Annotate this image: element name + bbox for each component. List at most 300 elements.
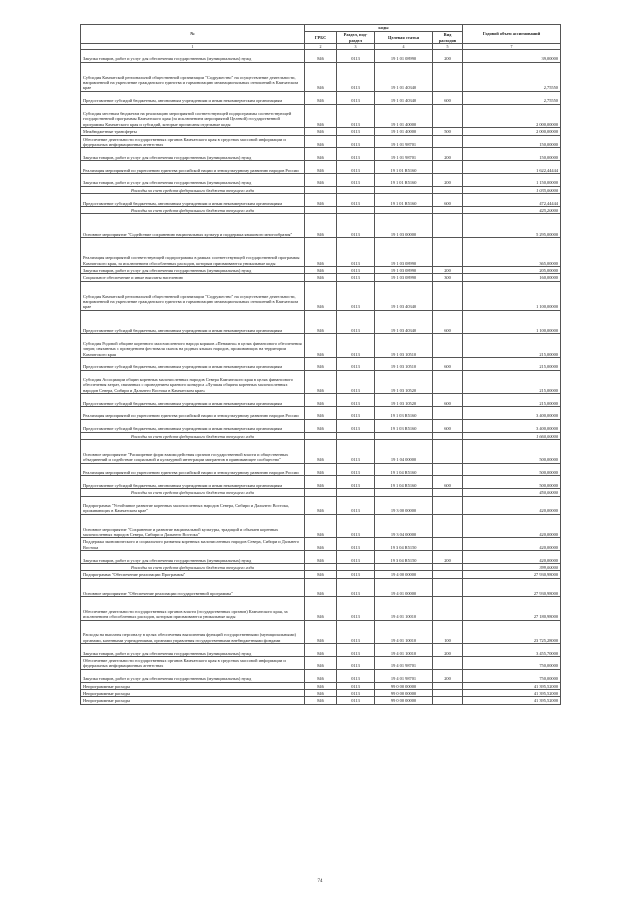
row-razdel-cell: 0113	[337, 689, 375, 696]
page-number: 74	[317, 879, 323, 884]
row-razdel-cell: 0113	[337, 476, 375, 489]
row-target-article-cell	[375, 564, 433, 571]
row-expense-type-cell: 200	[433, 148, 463, 161]
row-amount-cell: 2 000,00000	[463, 104, 561, 128]
row-amount-cell: 2,75550	[463, 62, 561, 91]
row-amount-cell: 450,00000	[463, 489, 561, 496]
row-amount-cell: 500,00000	[463, 463, 561, 476]
table-body	[81, 50, 561, 705]
column-number-cell: 7	[463, 44, 561, 50]
table-row	[81, 538, 561, 551]
table-row	[81, 514, 561, 538]
table-row	[81, 50, 561, 63]
row-razdel-cell	[337, 432, 375, 439]
row-grbs-cell: 846	[305, 620, 337, 644]
table-row	[81, 128, 561, 135]
row-amount-cell: 500,00000	[463, 476, 561, 489]
row-name-cell: Обеспечение деятельности государственных органов власти (государственных органов) Камчатского края, за исключением обособленных расходов, которым присваиваются уникальные коды	[81, 597, 305, 621]
row-target-article-cell: 19 1 01 40340	[375, 62, 433, 91]
row-amount-cell: 27 930,98000	[463, 578, 561, 596]
row-target-article-cell: 19 3 04 R5150	[375, 538, 433, 551]
row-razdel-cell: 0113	[337, 194, 375, 207]
row-amount-cell: 1 100,00000	[463, 281, 561, 310]
row-razdel-cell: 0113	[337, 697, 375, 704]
row-target-article-cell: 19 1 03 10520	[375, 370, 433, 394]
table-row	[81, 476, 561, 489]
row-name-cell: Основное мероприятие "Расширение форм взаимодействия органов государственной власти и общественных объединений и содействие социальной и культурной интеграции мигрантов в принимающее сообщество"	[81, 440, 305, 464]
row-razdel-cell: 0113	[337, 597, 375, 621]
row-razdel-cell: 0113	[337, 128, 375, 135]
row-expense-type-cell	[433, 538, 463, 551]
table-row	[81, 571, 561, 578]
row-name-cell: Поддержка экономического и социального развития коренных малочисленных народов Севера, Сибири и Дальнего Востока	[81, 538, 305, 551]
row-grbs-cell: 846	[305, 274, 337, 281]
row-expense-type-cell	[433, 186, 463, 193]
row-name-cell: Подпрограмма "Устойчивое развитие коренных малочисленных народов Севера, Сибири и Дальнего Востока, проживающих в Камчатском крае"	[81, 496, 305, 514]
row-name-cell: Предоставление субсидий бюджетным, автономным учреждениям и иным некоммерческим организациям	[81, 357, 305, 370]
row-name-cell: Реализация мероприятий соответствующей подпрограммы в рамках соответствующей государственной программы Камчатского края, за исключением обособленных расходов, которым присваиваются уникальные коды	[81, 237, 305, 266]
row-razdel-cell: 0113	[337, 50, 375, 63]
row-amount-cell: 399,00000	[463, 564, 561, 571]
row-grbs-cell	[305, 186, 337, 193]
row-amount-cell: 1 660,00000	[463, 432, 561, 439]
row-grbs-cell: 846	[305, 514, 337, 538]
row-expense-type-cell: 300	[433, 274, 463, 281]
row-razdel-cell: 0113	[337, 266, 375, 273]
row-name-cell: Предоставление субсидий бюджетным, автономным учреждениям и иным некоммерческим организациям	[81, 310, 305, 334]
row-grbs-cell: 846	[305, 266, 337, 273]
row-grbs-cell: 846	[305, 682, 337, 689]
table-row	[81, 697, 561, 704]
row-expense-type-cell: 600	[433, 91, 463, 104]
row-expense-type-cell: 200	[433, 644, 463, 657]
row-amount-cell: 420,00000	[463, 514, 561, 538]
row-razdel-cell: 0113	[337, 440, 375, 464]
row-expense-type-cell: 200	[433, 50, 463, 63]
row-razdel-cell	[337, 564, 375, 571]
row-grbs-cell: 846	[305, 689, 337, 696]
row-expense-type-cell: 200	[433, 266, 463, 273]
row-name-cell: Субсидия местным бюджетам на реализацию мероприятий соответствующей подпрограммы соответствующей государственной программы Камчатского края (за исключением мероприятий Целевой) государственной программы Камчатского края и субсидий, которые прописаны отдельные коды	[81, 104, 305, 128]
column-number-cell: 1	[81, 44, 305, 50]
table-row	[81, 334, 561, 358]
row-razdel-cell: 0113	[337, 370, 375, 394]
row-name-cell: Закупка товаров, работ и услуг для обеспечения государственных (муниципальных) нужд	[81, 173, 305, 186]
header-target-article: Целевая статья	[375, 32, 433, 44]
row-target-article-cell: 19 1 03 08990	[375, 274, 433, 281]
table-row	[81, 310, 561, 334]
table-row	[81, 161, 561, 174]
row-razdel-cell: 0113	[337, 551, 375, 564]
table-row	[81, 91, 561, 104]
row-name-cell: Непрограммные расходы	[81, 697, 305, 704]
row-name-cell: Непрограммные расходы	[81, 689, 305, 696]
row-grbs-cell: 846	[305, 597, 337, 621]
row-name-cell: Закупка товаров, работ и услуг для обеспечения государственных (муниципальных) нужд	[81, 50, 305, 63]
row-razdel-cell	[337, 489, 375, 496]
row-expense-type-cell	[433, 463, 463, 476]
row-target-article-cell: 19 1 01 40000	[375, 104, 433, 128]
row-expense-type-cell	[433, 135, 463, 148]
row-target-article-cell: 99 0 00 00000	[375, 689, 433, 696]
table-row	[81, 463, 561, 476]
row-razdel-cell: 0113	[337, 669, 375, 682]
row-grbs-cell: 846	[305, 91, 337, 104]
row-amount-cell: 215,00000	[463, 334, 561, 358]
table-row	[81, 194, 561, 207]
row-name-cell: Предоставление субсидий бюджетным, автономным учреждениям и иным некоммерческим организациям	[81, 476, 305, 489]
row-grbs-cell	[305, 206, 337, 213]
row-grbs-cell: 846	[305, 370, 337, 394]
row-target-article-cell: 19 3 00 00000	[375, 496, 433, 514]
row-amount-cell: 5 295,00000	[463, 214, 561, 238]
row-target-article-cell	[375, 206, 433, 213]
header-codes: коды	[305, 25, 463, 32]
row-target-article-cell: 19 1 03 08990	[375, 237, 433, 266]
row-expense-type-cell: 200	[433, 669, 463, 682]
row-name-cell: Закупка товаров, работ и услуг для обеспечения государственных (муниципальных) нужд	[81, 669, 305, 682]
table-row	[81, 407, 561, 420]
row-name-cell: Социальное обеспечение и иные выплаты населению	[81, 274, 305, 281]
row-grbs-cell: 846	[305, 538, 337, 551]
row-amount-cell: 3 400,00000	[463, 407, 561, 420]
row-grbs-cell	[305, 432, 337, 439]
table-row	[81, 281, 561, 310]
row-amount-cell: 420,00000	[463, 551, 561, 564]
column-number-cell: 2	[305, 44, 337, 50]
row-target-article-cell: 19 3 04 00000	[375, 514, 433, 538]
row-razdel-cell: 0113	[337, 161, 375, 174]
table-row	[81, 148, 561, 161]
table-row	[81, 682, 561, 689]
row-target-article-cell: 19 1 04 R5160	[375, 463, 433, 476]
row-target-article-cell: 19 1 01 40340	[375, 91, 433, 104]
row-target-article-cell: 19 1 01 R5160	[375, 161, 433, 174]
document-page	[80, 24, 560, 705]
header-expense-type: Вид расходов	[433, 32, 463, 44]
row-razdel-cell: 0113	[337, 496, 375, 514]
row-razdel-cell: 0113	[337, 394, 375, 407]
row-expense-type-cell	[433, 214, 463, 238]
row-target-article-cell: 19 1 01 40000	[375, 128, 433, 135]
row-target-article-cell: 19 1 03 10510	[375, 334, 433, 358]
row-name-cell: Расходы за счет средств федерального бюджета текущего года	[81, 432, 305, 439]
row-amount-cell: 150,00000	[463, 135, 561, 148]
row-grbs-cell: 846	[305, 214, 337, 238]
row-name-cell: Закупка товаров, работ и услуг для обеспечения государственных (муниципальных) нужд	[81, 644, 305, 657]
row-expense-type-cell: 600	[433, 394, 463, 407]
row-target-article-cell: 19 1 04 R5160	[375, 476, 433, 489]
row-grbs-cell: 846	[305, 394, 337, 407]
table-row	[81, 214, 561, 238]
row-amount-cell: 27 930,98000	[463, 571, 561, 578]
row-amount-cell: 365,00000	[463, 237, 561, 266]
table-row	[81, 419, 561, 432]
row-grbs-cell: 846	[305, 551, 337, 564]
row-name-cell: Обеспечение деятельности государственных органов Камчатского края в средствах массовой информации и федеральных информационных агентствах	[81, 135, 305, 148]
table-row	[81, 620, 561, 644]
row-target-article-cell: 19 1 04 00000	[375, 440, 433, 464]
row-target-article-cell: 19 4 01 10010	[375, 644, 433, 657]
row-target-article-cell: 19 4 00 00000	[375, 571, 433, 578]
row-name-cell: Основное мероприятие "Содействие сохранению национальных культур и поддержка языкового многообразия"	[81, 214, 305, 238]
row-expense-type-cell	[433, 206, 463, 213]
row-expense-type-cell: 600	[433, 357, 463, 370]
row-target-article-cell: 19 4 01 00000	[375, 578, 433, 596]
row-target-article-cell: 19 4 01 98701	[375, 669, 433, 682]
row-amount-cell: 215,00000	[463, 394, 561, 407]
row-amount-cell: 425,20000	[463, 206, 561, 213]
row-name-cell: Расходы на выплаты персоналу в целях обеспечения выполнения функций государственными (муниципальными) органами, казенными учреждениями, органами управления государственными внебюджетными фондами	[81, 620, 305, 644]
row-amount-cell: 150,00000	[463, 148, 561, 161]
row-amount-cell: 215,00000	[463, 370, 561, 394]
row-name-cell: Субсидия Камчатской региональной общественной организации "Содружество" на осуществление деятельности, направленной на укрепление гражданского единства и гармонизацию межнациональных отношений в Камчатском крае	[81, 281, 305, 310]
row-razdel-cell: 0113	[337, 407, 375, 420]
row-razdel-cell: 0113	[337, 274, 375, 281]
row-target-article-cell: 19 4 01 10010	[375, 620, 433, 644]
row-expense-type-cell: 200	[433, 551, 463, 564]
row-expense-type-cell	[433, 697, 463, 704]
row-razdel-cell: 0113	[337, 334, 375, 358]
row-amount-cell: 1 150,00000	[463, 173, 561, 186]
row-grbs-cell: 846	[305, 281, 337, 310]
row-razdel-cell: 0113	[337, 357, 375, 370]
row-grbs-cell: 846	[305, 697, 337, 704]
row-expense-type-cell: 600	[433, 194, 463, 207]
row-name-cell: Предоставление субсидий бюджетным, автономным учреждениям и иным некоммерческим организациям	[81, 194, 305, 207]
row-expense-type-cell	[433, 682, 463, 689]
row-grbs-cell: 846	[305, 50, 337, 63]
row-razdel-cell: 0113	[337, 214, 375, 238]
row-amount-cell: 3 455,70000	[463, 644, 561, 657]
row-expense-type-cell	[433, 432, 463, 439]
row-amount-cell: 205,00000	[463, 266, 561, 273]
row-expense-type-cell: 600	[433, 419, 463, 432]
row-name-cell: Закупка товаров, работ и услуг для обеспечения государственных (муниципальных) нужд	[81, 266, 305, 273]
row-expense-type-cell	[433, 370, 463, 394]
row-target-article-cell: 19 4 01 10010	[375, 597, 433, 621]
row-amount-cell: 472,44444	[463, 194, 561, 207]
row-name-cell: Закупка товаров, работ и услуг для обеспечения государственных (муниципальных) нужд	[81, 148, 305, 161]
row-grbs-cell	[305, 489, 337, 496]
row-amount-cell: 41 395,52000	[463, 682, 561, 689]
row-grbs-cell: 846	[305, 669, 337, 682]
row-target-article-cell: 19 1 01 08990	[375, 50, 433, 63]
row-grbs-cell: 846	[305, 128, 337, 135]
row-expense-type-cell: 500	[433, 128, 463, 135]
row-name-cell: Основное мероприятие "Обеспечение реализации государственной программы"	[81, 578, 305, 596]
row-target-article-cell: 19 1 01 98701	[375, 135, 433, 148]
row-razdel-cell: 0113	[337, 578, 375, 596]
row-name-cell: Подпрограмма "Обеспечение реализации Программы"	[81, 571, 305, 578]
row-amount-cell: 215,00000	[463, 357, 561, 370]
row-target-article-cell: 19 1 03 40340	[375, 310, 433, 334]
row-name-cell: Реализация мероприятий по укреплению единства российской нации и этнокультурному развитию народов России	[81, 463, 305, 476]
row-target-article-cell: 19 1 03 40340	[375, 281, 433, 310]
table-row	[81, 564, 561, 571]
row-razdel-cell: 0113	[337, 148, 375, 161]
row-name-cell: Субсидия Камчатской региональной общественной организации "Содружество" на осуществление деятельности, направленной на укрепление гражданского единства и гармонизацию межнациональных отношений в Камчатском крае	[81, 62, 305, 91]
row-grbs-cell: 846	[305, 644, 337, 657]
row-expense-type-cell: 600	[433, 476, 463, 489]
table-row	[81, 173, 561, 186]
row-grbs-cell: 846	[305, 571, 337, 578]
row-grbs-cell: 846	[305, 135, 337, 148]
row-razdel-cell: 0113	[337, 135, 375, 148]
table-row	[81, 370, 561, 394]
table-row	[81, 578, 561, 596]
table-row	[81, 597, 561, 621]
row-target-article-cell: 19 1 03 08990	[375, 266, 433, 273]
row-amount-cell: 420,00000	[463, 496, 561, 514]
row-grbs-cell: 846	[305, 496, 337, 514]
table-row	[81, 489, 561, 496]
row-name-cell: Непрограммные расходы	[81, 682, 305, 689]
row-amount-cell: 41 395,52000	[463, 697, 561, 704]
table-row	[81, 689, 561, 696]
row-name-cell: Расходы за счет средств федерального бюджета текущего года	[81, 186, 305, 193]
row-amount-cell: 500,00000	[463, 440, 561, 464]
row-grbs-cell: 846	[305, 407, 337, 420]
row-target-article-cell: 19 1 03 R5160	[375, 407, 433, 420]
column-number-cell: 5	[433, 44, 463, 50]
row-expense-type-cell: 200	[433, 173, 463, 186]
table-row	[81, 104, 561, 128]
row-expense-type-cell: 100	[433, 620, 463, 644]
row-grbs-cell: 846	[305, 148, 337, 161]
row-razdel-cell: 0113	[337, 104, 375, 128]
row-amount-cell: 420,00000	[463, 538, 561, 551]
table-row	[81, 274, 561, 281]
table-row	[81, 440, 561, 464]
row-name-cell: Предоставление субсидий бюджетным, автономным учреждениям и иным некоммерческим организациям	[81, 91, 305, 104]
row-razdel-cell: 0113	[337, 463, 375, 476]
table-row	[81, 237, 561, 266]
row-grbs-cell: 846	[305, 463, 337, 476]
row-expense-type-cell	[433, 281, 463, 310]
row-amount-cell: 1 100,00000	[463, 310, 561, 334]
row-razdel-cell: 0113	[337, 514, 375, 538]
row-expense-type-cell: 600	[433, 310, 463, 334]
row-amount-cell: 2,75550	[463, 91, 561, 104]
table-row	[81, 496, 561, 514]
row-amount-cell: 23 725,28000	[463, 620, 561, 644]
row-target-article-cell: 99 0 00 00000	[375, 682, 433, 689]
column-number-cell: 4	[375, 44, 433, 50]
table-row	[81, 432, 561, 439]
row-target-article-cell: 19 4 01 98701	[375, 656, 433, 669]
row-expense-type-cell	[433, 514, 463, 538]
row-grbs-cell: 846	[305, 419, 337, 432]
row-grbs-cell: 846	[305, 62, 337, 91]
table-row	[81, 62, 561, 91]
row-amount-cell: 39,00000	[463, 50, 561, 63]
row-grbs-cell: 846	[305, 237, 337, 266]
row-expense-type-cell	[433, 104, 463, 128]
row-grbs-cell: 846	[305, 194, 337, 207]
row-razdel-cell	[337, 206, 375, 213]
table-row	[81, 186, 561, 193]
row-name-cell: Расходы за счет средств федерального бюджета текущего года	[81, 564, 305, 571]
table-row	[81, 551, 561, 564]
row-target-article-cell: 19 1 01 98701	[375, 148, 433, 161]
row-razdel-cell: 0113	[337, 571, 375, 578]
row-grbs-cell: 846	[305, 104, 337, 128]
row-target-article-cell	[375, 489, 433, 496]
row-grbs-cell: 846	[305, 173, 337, 186]
row-amount-cell: 3 400,00000	[463, 419, 561, 432]
row-amount-cell: 2 000,00000	[463, 128, 561, 135]
row-grbs-cell: 846	[305, 161, 337, 174]
header-amount: Годовой объем ассигнований	[463, 25, 561, 44]
row-grbs-cell: 846	[305, 310, 337, 334]
row-expense-type-cell	[433, 496, 463, 514]
row-name-cell: Межбюджетные трансферты	[81, 128, 305, 135]
row-grbs-cell: 846	[305, 656, 337, 669]
row-expense-type-cell	[433, 656, 463, 669]
row-expense-type-cell	[433, 689, 463, 696]
row-target-article-cell: 99 0 00 00000	[375, 697, 433, 704]
row-grbs-cell: 846	[305, 334, 337, 358]
table-row	[81, 206, 561, 213]
header-grbs: ГРБС	[305, 32, 337, 44]
row-amount-cell: 1 622,44444	[463, 161, 561, 174]
row-target-article-cell: 19 1 01 R5160	[375, 194, 433, 207]
row-expense-type-cell	[433, 62, 463, 91]
table-row	[81, 394, 561, 407]
table-row	[81, 357, 561, 370]
table-row	[81, 669, 561, 682]
row-expense-type-cell	[433, 407, 463, 420]
row-name-cell: Расходы за счет средств федерального бюджета текущего года	[81, 489, 305, 496]
row-razdel-cell: 0113	[337, 682, 375, 689]
table-row	[81, 266, 561, 273]
row-razdel-cell	[337, 186, 375, 193]
table-row	[81, 135, 561, 148]
row-expense-type-cell	[433, 564, 463, 571]
header-number: №	[81, 25, 305, 44]
row-target-article-cell: 19 3 04 R5150	[375, 551, 433, 564]
row-name-cell: Основное мероприятие "Сохранение и развитие национальной культуры, традиций и обычаев коренных малочисленных народов Севера, Сибири и Дальнего Востока"	[81, 514, 305, 538]
row-name-cell: Субсидия Ассоциации общин коренных малочисленных народов Севера Камчатского края в целях финансового обеспечения затрат, связанных с проведением краевого конкурса «Лучшая община коренных малочисленных народов Севера, Сибири и Дальнего Востока в Камчатском крае»	[81, 370, 305, 394]
row-razdel-cell: 0113	[337, 644, 375, 657]
row-razdel-cell: 0113	[337, 237, 375, 266]
row-amount-cell: 1 035,00000	[463, 186, 561, 193]
row-razdel-cell: 0113	[337, 538, 375, 551]
row-target-article-cell	[375, 186, 433, 193]
row-amount-cell: 27 180,98000	[463, 597, 561, 621]
row-target-article-cell	[375, 432, 433, 439]
row-target-article-cell: 19 1 03 10510	[375, 357, 433, 370]
row-target-article-cell: 19 1 03 00000	[375, 214, 433, 238]
row-razdel-cell: 0113	[337, 91, 375, 104]
row-grbs-cell: 846	[305, 578, 337, 596]
row-grbs-cell: 846	[305, 357, 337, 370]
row-razdel-cell: 0113	[337, 620, 375, 644]
row-name-cell: Предоставление субсидий бюджетным, автономным учреждениям и иным некоммерческим организациям	[81, 419, 305, 432]
table-row	[81, 644, 561, 657]
row-razdel-cell: 0113	[337, 62, 375, 91]
row-expense-type-cell	[433, 161, 463, 174]
row-name-cell: Субсидия Родовой общине коренного малочисленного народа коряков «Пенжина» в целях финансового обеспечения затрат, связанных с проведением фестиваля сказок на родных языках народов, проживающих на территории Камчатского края	[81, 334, 305, 358]
row-grbs-cell	[305, 564, 337, 571]
header-razdel: Раздел, под- раздел	[337, 32, 375, 44]
row-grbs-cell: 846	[305, 440, 337, 464]
row-expense-type-cell	[433, 578, 463, 596]
row-razdel-cell: 0113	[337, 310, 375, 334]
row-name-cell: Реализация мероприятий по укреплению единства российской нации и этнокультурному развитию народов России	[81, 407, 305, 420]
row-razdel-cell: 0113	[337, 656, 375, 669]
